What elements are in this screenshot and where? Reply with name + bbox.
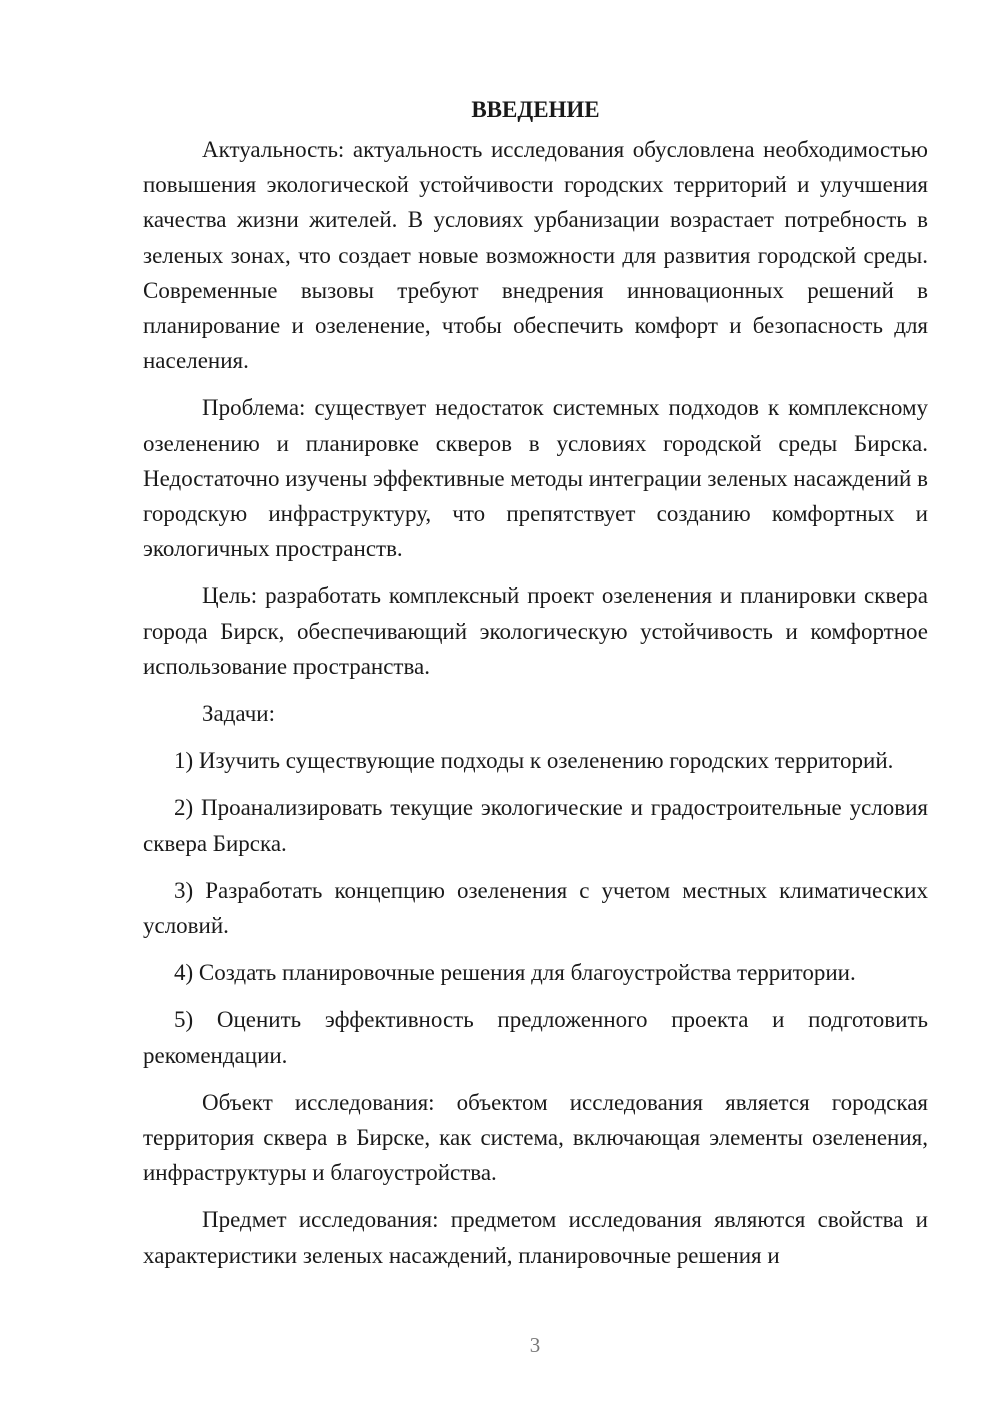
paragraph-relevance: Актуальность: актуальность исследования обусловлена необходимостью повышения экологической устойчивости городских территорий и улучшения качества жизни жителей. В условиях урбанизации возрастает потребность в зеленых зонах, что создает новые возможности для развития городской среды. Современные вызовы требуют внедрения инновационных решений в планирование и озеленение, чтобы обеспечить комфорт и безопасность для населения. (143, 137, 928, 374)
task-item-4: 4) Создать планировочные решения для благоустройства территории. (174, 960, 856, 986)
task-item-3: 3) Разработать концепцию озеленения с учетом местных климатических условий. (143, 877, 928, 939)
task-item-2: 2) Проанализировать текущие экологические и градостроительные условия сквера Бирска. (143, 795, 928, 856)
page-number: 3 (529, 1333, 541, 1357)
tasks-heading: Задачи: (202, 701, 275, 727)
paragraph-object: Объект исследования: объектом исследования является городская территория сквера в Бирске, как система, включающая элементы озеленения, инфраструктуры и благоустройства. (143, 1089, 928, 1186)
paragraph-problem: Проблема: существует недостаток системных подходов к комплексному озеленению и планировке скверов в условиях городской среды Бирска. Недостаточно изучены эффективные методы интеграции зеленых насаждений в городскую инфраструктуру, что препятствует созданию комфортных и экологичных пространств. (143, 395, 928, 562)
document-page (143, 92, 928, 1273)
paragraph-goal: Цель: разработать комплексный проект озеленения и планировки сквера города Бирск, обеспечивающий экологическую устойчивость и комфортное использование пространства. (143, 583, 928, 679)
task-item-5: 5) Оценить эффективность предложенного проекта и подготовить рекомендации. (143, 1007, 928, 1068)
paragraph-subject: Предмет исследования: предметом исследования являются свойства и характеристики зеленых насаждений, планировочные решения и (143, 1207, 928, 1268)
page-title: ВВЕДЕНИЕ (471, 97, 600, 122)
task-item-1: 1) Изучить существующие подходы к озеленению городских территорий. (174, 748, 894, 774)
